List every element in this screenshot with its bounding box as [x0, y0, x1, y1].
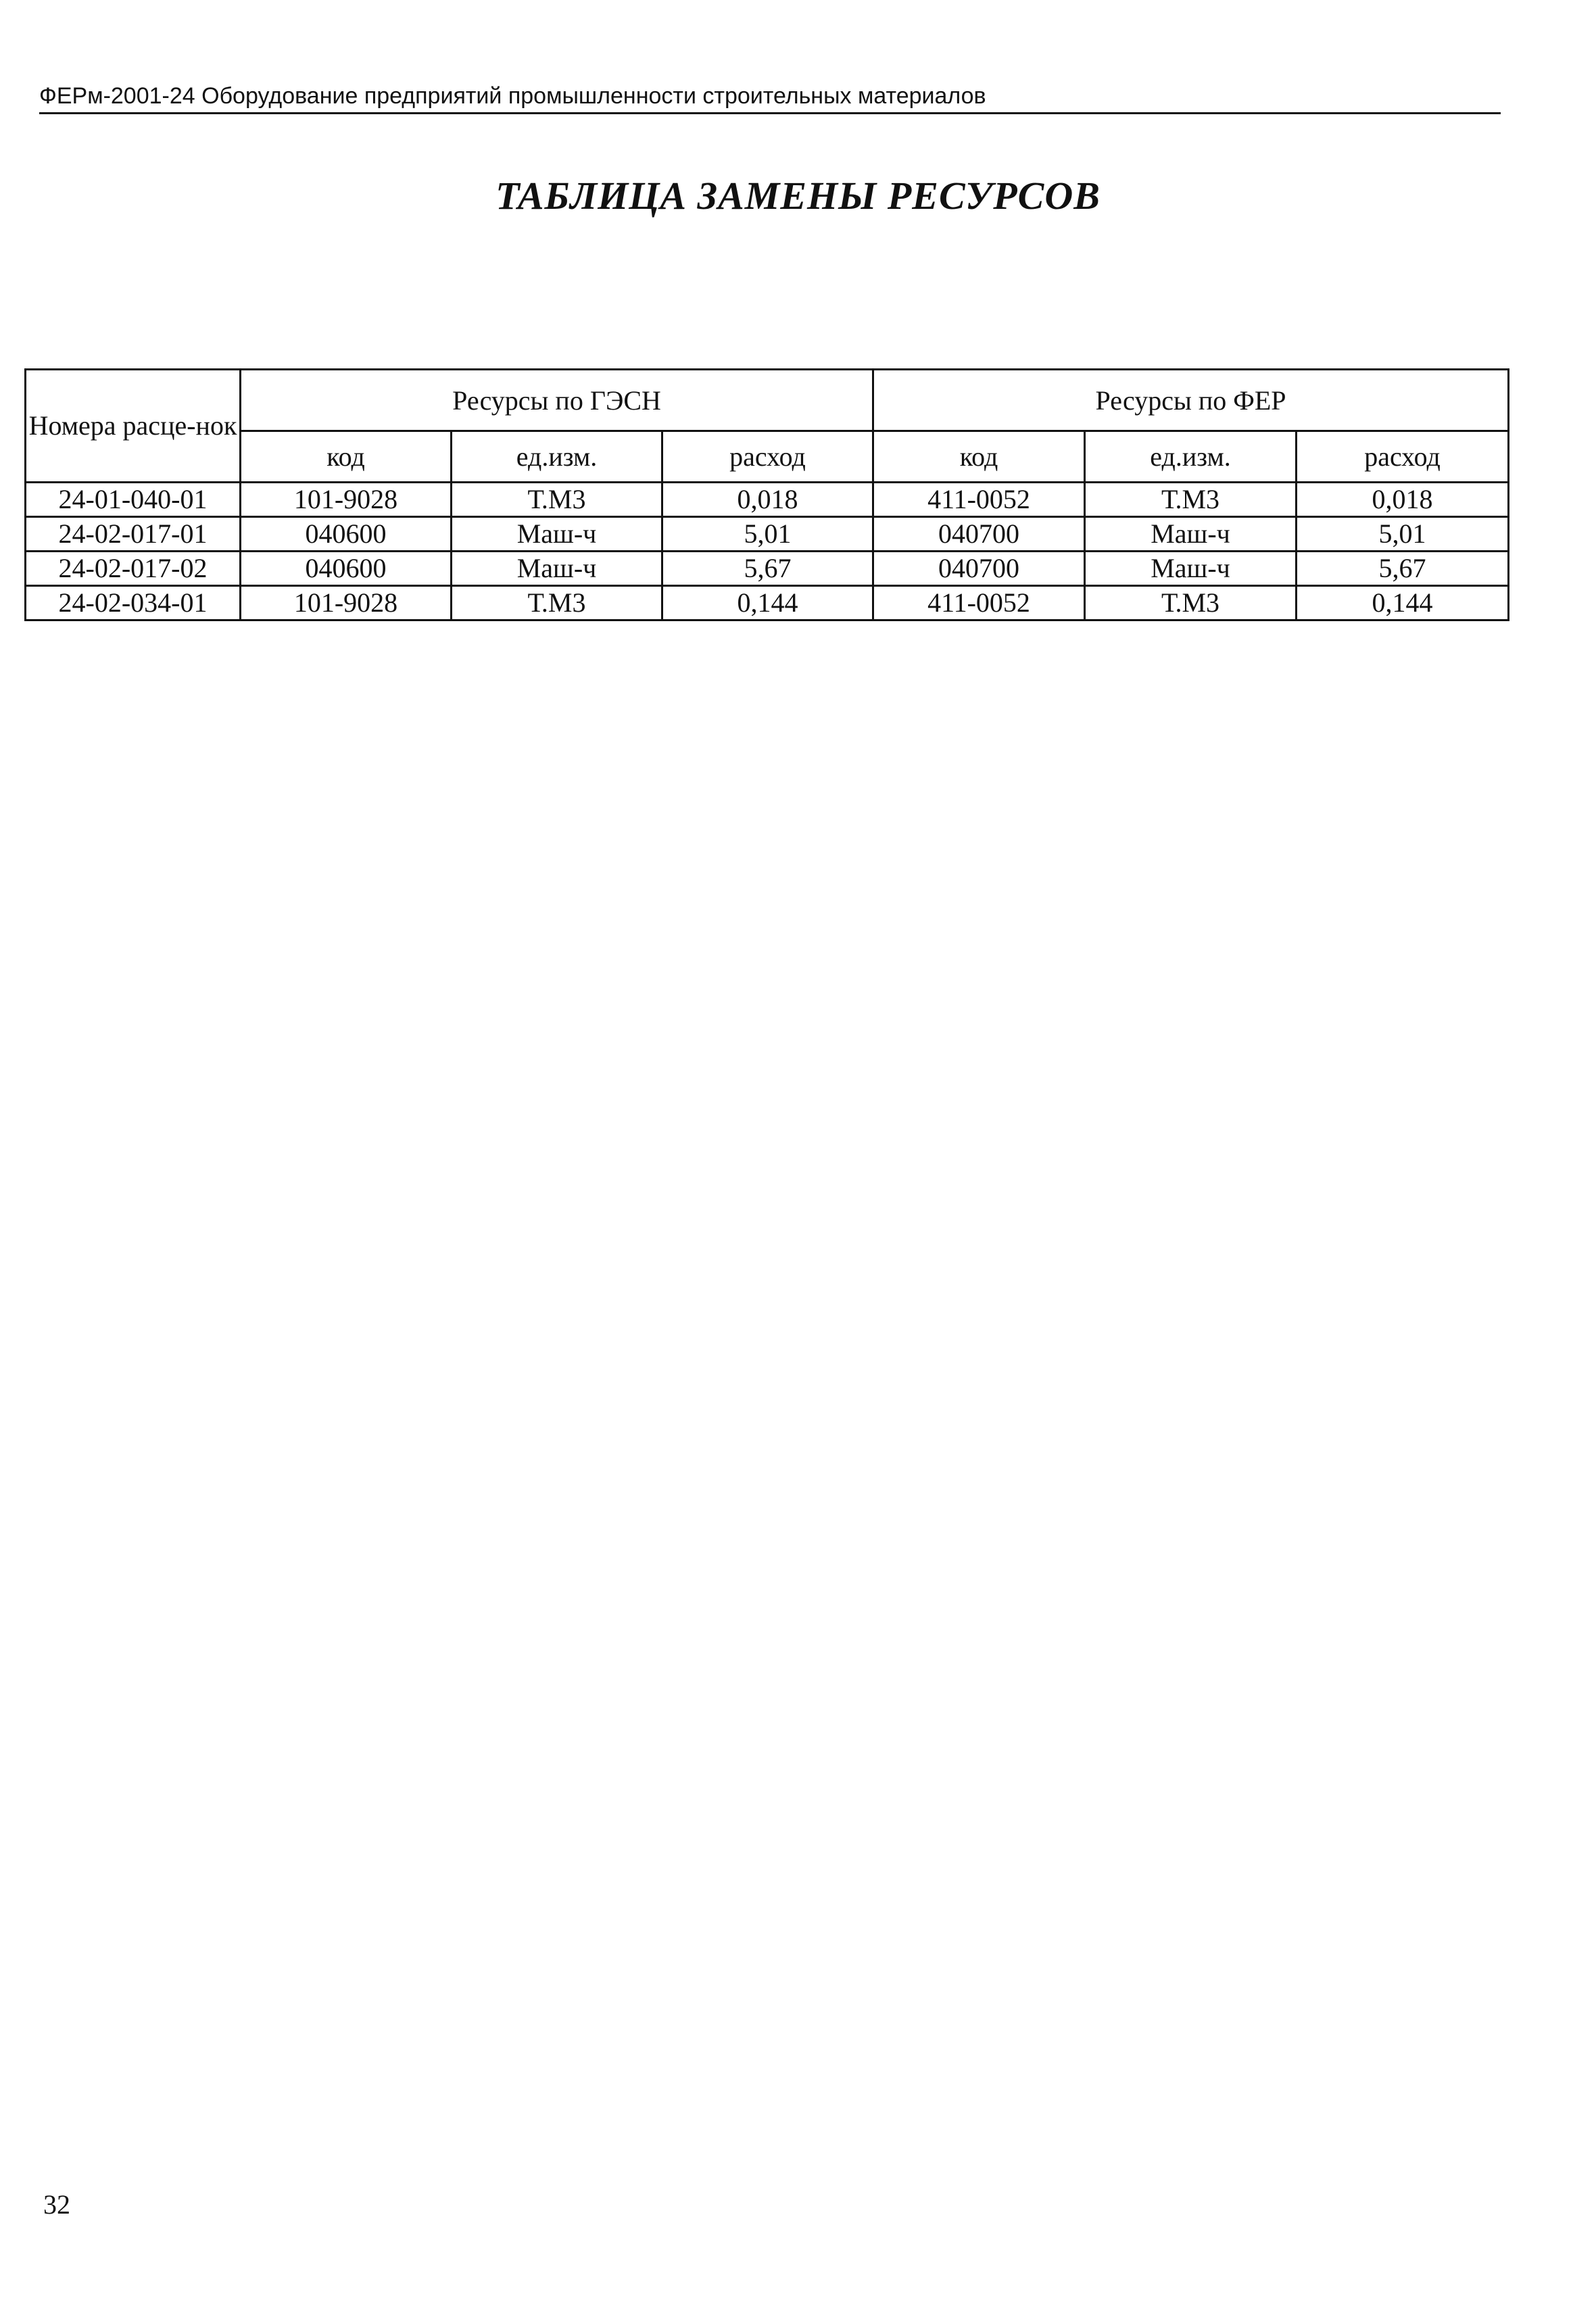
table-row — [26, 586, 1509, 620]
rate-numbers-header: Номера расце-нок — [26, 370, 241, 483]
table-group-header-row — [26, 370, 1509, 431]
fer-unit-cell: Т.М3 — [1085, 483, 1297, 517]
gesn-unit-cell: Т.М3 — [452, 483, 662, 517]
gesn-amount-cell: 0,018 — [662, 483, 873, 517]
rate-number-cell: 24-02-017-01 — [26, 517, 241, 552]
gesn-unit-cell: Маш-ч — [452, 552, 662, 586]
table-subheader-row — [26, 431, 1509, 483]
fer-code-cell: 040700 — [873, 552, 1085, 586]
fer-unit-header: ед.изм. — [1085, 431, 1297, 483]
fer-code-cell: 040700 — [873, 517, 1085, 552]
fer-amount-cell: 0,018 — [1297, 483, 1509, 517]
fer-amount-cell: 5,01 — [1297, 517, 1509, 552]
gesn-code-header: код — [241, 431, 452, 483]
fer-amount-header: расход — [1297, 431, 1509, 483]
fer-unit-cell: Т.М3 — [1085, 586, 1297, 620]
header-rule — [39, 112, 1501, 114]
gesn-code-cell: 101-9028 — [241, 586, 452, 620]
gesn-amount-cell: 5,01 — [662, 517, 873, 552]
rate-number-cell: 24-01-040-01 — [26, 483, 241, 517]
gesn-amount-cell: 0,144 — [662, 586, 873, 620]
rate-number-cell: 24-02-017-02 — [26, 552, 241, 586]
gesn-code-cell: 101-9028 — [241, 483, 452, 517]
page-number: 32 — [43, 2189, 70, 2220]
gesn-amount-cell: 5,67 — [662, 552, 873, 586]
rate-number-cell: 24-02-034-01 — [26, 586, 241, 620]
fer-amount-cell: 0,144 — [1297, 586, 1509, 620]
table-row — [26, 552, 1509, 586]
fer-code-cell: 411-0052 — [873, 586, 1085, 620]
fer-unit-cell: Маш-ч — [1085, 552, 1297, 586]
gesn-amount-header: расход — [662, 431, 873, 483]
fer-unit-cell: Маш-ч — [1085, 517, 1297, 552]
gesn-unit-cell: Маш-ч — [452, 517, 662, 552]
fer-resources-header: Ресурсы по ФЕР — [873, 370, 1509, 431]
resource-replacement-table — [24, 368, 1509, 621]
running-header: ФЕРм-2001-24 Оборудование предприятий промышленности строительных материалов — [39, 83, 986, 109]
gesn-code-cell: 040600 — [241, 517, 452, 552]
fer-code-cell: 411-0052 — [873, 483, 1085, 517]
gesn-resources-header: Ресурсы по ГЭСН — [241, 370, 873, 431]
table-row — [26, 517, 1509, 552]
page-title: ТАБЛИЦА ЗАМЕНЫ РЕСУРСОВ — [495, 174, 1101, 218]
fer-code-header: код — [873, 431, 1085, 483]
gesn-unit-cell: Т.М3 — [452, 586, 662, 620]
gesn-unit-header: ед.изм. — [452, 431, 662, 483]
table-row — [26, 483, 1509, 517]
gesn-code-cell: 040600 — [241, 552, 452, 586]
fer-amount-cell: 5,67 — [1297, 552, 1509, 586]
